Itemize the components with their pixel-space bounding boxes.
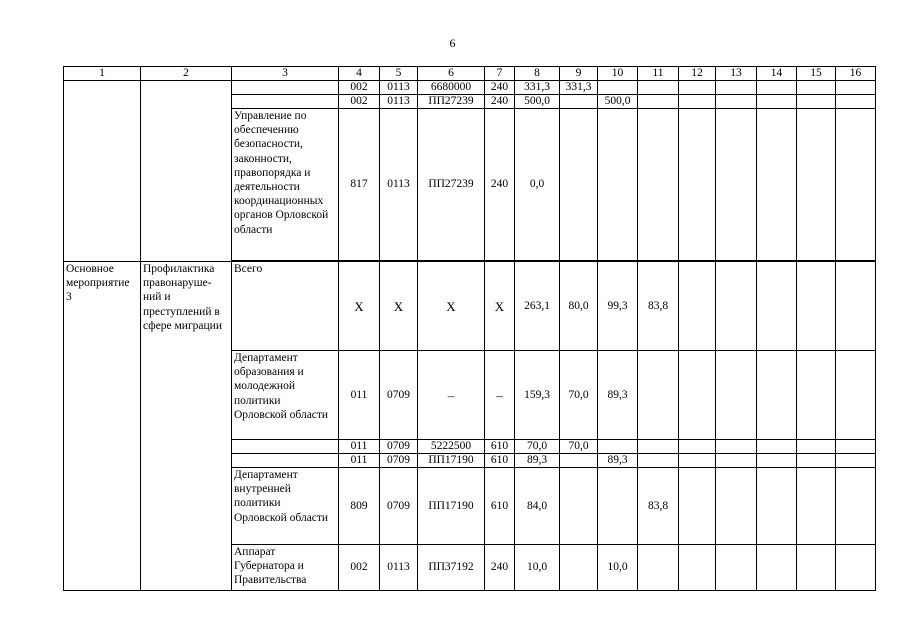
empty-cell bbox=[836, 95, 876, 109]
cell-section: Х bbox=[380, 262, 418, 351]
empty-cell bbox=[716, 440, 757, 454]
empty-cell bbox=[560, 95, 598, 109]
empty-cell bbox=[757, 545, 797, 591]
empty-cell bbox=[797, 262, 836, 351]
cell-total: 500,0 bbox=[515, 95, 560, 109]
cell-target-article: ПП27239 bbox=[418, 109, 485, 261]
empty-cell bbox=[638, 454, 679, 468]
table-header-row bbox=[64, 67, 876, 81]
cell-year-value: 99,3 bbox=[598, 262, 638, 351]
header-cell: 8 bbox=[515, 67, 560, 81]
empty-cell bbox=[716, 109, 757, 261]
empty-cell bbox=[797, 440, 836, 454]
cell-expense-type: 240 bbox=[485, 109, 515, 261]
cell-section: 0113 bbox=[380, 81, 418, 95]
empty-cell bbox=[679, 262, 716, 351]
cell-total: 263,1 bbox=[515, 262, 560, 351]
empty-cell bbox=[232, 95, 339, 109]
header-cell: 16 bbox=[836, 67, 876, 81]
cell-grbs: 817 bbox=[339, 109, 380, 261]
cell-total: 70,0 bbox=[515, 440, 560, 454]
empty-cell bbox=[757, 468, 797, 545]
empty-cell bbox=[716, 468, 757, 545]
header-cell: 10 bbox=[598, 67, 638, 81]
empty-cell bbox=[679, 468, 716, 545]
empty-cell bbox=[757, 109, 797, 261]
empty-cell bbox=[64, 81, 141, 262]
cell-expense-type: 240 bbox=[485, 95, 515, 109]
empty-cell bbox=[757, 95, 797, 109]
cell-executor: Департамент образования и молодежной политики Орловской области bbox=[232, 351, 339, 440]
cell-expense-type: 240 bbox=[485, 545, 515, 591]
empty-cell bbox=[638, 81, 679, 95]
cell-year-value: 80,0 bbox=[560, 262, 598, 351]
cell-expense-type: – bbox=[485, 351, 515, 440]
empty-cell bbox=[598, 81, 638, 95]
empty-cell bbox=[679, 454, 716, 468]
cell-target-article: ПП27239 bbox=[418, 95, 485, 109]
header-cell: 11 bbox=[638, 67, 679, 81]
empty-cell bbox=[797, 454, 836, 468]
header-cell: 5 bbox=[380, 67, 418, 81]
empty-cell bbox=[757, 351, 797, 440]
empty-cell bbox=[836, 81, 876, 95]
cell-year-value: 331,3 bbox=[560, 81, 598, 95]
empty-cell bbox=[716, 545, 757, 591]
empty-cell bbox=[141, 81, 232, 262]
empty-cell bbox=[679, 109, 716, 261]
header-cell: 1 bbox=[64, 67, 141, 81]
empty-cell bbox=[679, 440, 716, 454]
empty-cell bbox=[757, 440, 797, 454]
header-cell: 14 bbox=[757, 67, 797, 81]
empty-cell bbox=[797, 81, 836, 95]
empty-cell bbox=[757, 81, 797, 95]
budget-table bbox=[63, 66, 876, 591]
cell-grbs: 809 bbox=[339, 468, 380, 545]
empty-cell bbox=[716, 81, 757, 95]
empty-cell bbox=[679, 81, 716, 95]
empty-cell bbox=[836, 262, 876, 351]
cell-executor: Управление по обеспечению безопасности, законности, правопорядка и деятельности координационных органов Орловской области bbox=[232, 109, 339, 261]
empty-cell bbox=[836, 454, 876, 468]
cell-year-value: 89,3 bbox=[598, 454, 638, 468]
cell-total: 84,0 bbox=[515, 468, 560, 545]
empty-cell bbox=[638, 351, 679, 440]
cell-measure-name: Профилактика правонаруше-ний и преступлений в сфере миграции bbox=[141, 262, 232, 591]
cell-expense-type: 610 bbox=[485, 468, 515, 545]
cell-target-article: Х bbox=[418, 262, 485, 351]
cell-expense-type: 240 bbox=[485, 81, 515, 95]
header-cell: 6 bbox=[418, 67, 485, 81]
empty-cell bbox=[679, 95, 716, 109]
cell-year-value: 70,0 bbox=[560, 351, 598, 440]
cell-section: 0709 bbox=[380, 351, 418, 440]
cell-year-value: 10,0 bbox=[598, 545, 638, 591]
header-cell: 9 bbox=[560, 67, 598, 81]
cell-total: 159,3 bbox=[515, 351, 560, 440]
cell-total: 0,0 bbox=[515, 109, 560, 261]
cell-expense-type: 610 bbox=[485, 440, 515, 454]
header-cell: 15 bbox=[797, 67, 836, 81]
empty-cell bbox=[716, 351, 757, 440]
empty-cell bbox=[560, 468, 598, 545]
cell-grbs: 002 bbox=[339, 95, 380, 109]
empty-cell bbox=[560, 454, 598, 468]
empty-cell bbox=[836, 468, 876, 545]
header-cell: 13 bbox=[716, 67, 757, 81]
cell-executor: Аппарат Губернатора и Правительства bbox=[232, 545, 339, 591]
cell-grbs: 002 bbox=[339, 81, 380, 95]
empty-cell bbox=[679, 545, 716, 591]
empty-cell bbox=[797, 109, 836, 261]
cell-year-value: 89,3 bbox=[598, 351, 638, 440]
cell-executor: Всего bbox=[232, 262, 339, 351]
cell-grbs: 011 bbox=[339, 454, 380, 468]
cell-total: 10,0 bbox=[515, 545, 560, 591]
empty-cell bbox=[836, 351, 876, 440]
empty-cell bbox=[797, 351, 836, 440]
cell-target-article: – bbox=[418, 351, 485, 440]
empty-cell bbox=[836, 545, 876, 591]
cell-section: 0113 bbox=[380, 109, 418, 261]
cell-executor: Департамент внутренней политики Орловской области bbox=[232, 468, 339, 545]
cell-grbs: Х bbox=[339, 262, 380, 351]
empty-cell bbox=[638, 440, 679, 454]
header-cell: 3 bbox=[232, 67, 339, 81]
cell-year-value: 83,8 bbox=[638, 468, 679, 545]
empty-cell bbox=[716, 262, 757, 351]
cell-grbs: 011 bbox=[339, 351, 380, 440]
header-cell: 12 bbox=[679, 67, 716, 81]
empty-cell bbox=[797, 95, 836, 109]
header-cell: 7 bbox=[485, 67, 515, 81]
empty-cell bbox=[232, 454, 339, 468]
empty-cell bbox=[679, 351, 716, 440]
cell-year-value: 70,0 bbox=[560, 440, 598, 454]
empty-cell bbox=[598, 468, 638, 545]
table-row bbox=[64, 262, 876, 351]
empty-cell bbox=[560, 109, 598, 261]
empty-cell bbox=[232, 440, 339, 454]
empty-cell bbox=[598, 440, 638, 454]
cell-expense-type: Х bbox=[485, 262, 515, 351]
empty-cell bbox=[836, 109, 876, 261]
cell-target-article: ПП37192 bbox=[418, 545, 485, 591]
cell-target-article: ПП17190 bbox=[418, 468, 485, 545]
cell-total: 331,3 bbox=[515, 81, 560, 95]
table-row bbox=[64, 81, 876, 95]
empty-cell bbox=[757, 454, 797, 468]
cell-year-value: 500,0 bbox=[598, 95, 638, 109]
page-number: 6 bbox=[449, 36, 456, 50]
cell-section: 0113 bbox=[380, 545, 418, 591]
empty-cell bbox=[836, 440, 876, 454]
cell-target-article: 5222500 bbox=[418, 440, 485, 454]
empty-cell bbox=[560, 545, 598, 591]
empty-cell bbox=[716, 95, 757, 109]
cell-total: 89,3 bbox=[515, 454, 560, 468]
empty-cell bbox=[232, 81, 339, 95]
empty-cell bbox=[638, 109, 679, 261]
cell-section: 0709 bbox=[380, 454, 418, 468]
empty-cell bbox=[797, 468, 836, 545]
empty-cell bbox=[638, 95, 679, 109]
cell-grbs: 011 bbox=[339, 440, 380, 454]
cell-target-article: 6680000 bbox=[418, 81, 485, 95]
header-cell: 4 bbox=[339, 67, 380, 81]
cell-measure: Основное мероприятие 3 bbox=[64, 262, 141, 591]
empty-cell bbox=[638, 545, 679, 591]
empty-cell bbox=[797, 545, 836, 591]
empty-cell bbox=[598, 109, 638, 261]
cell-year-value: 83,8 bbox=[638, 262, 679, 351]
cell-expense-type: 610 bbox=[485, 454, 515, 468]
cell-section: 0113 bbox=[380, 95, 418, 109]
empty-cell bbox=[716, 454, 757, 468]
cell-grbs: 002 bbox=[339, 545, 380, 591]
empty-cell bbox=[757, 262, 797, 351]
cell-target-article: ПП17190 bbox=[418, 454, 485, 468]
cell-section: 0709 bbox=[380, 440, 418, 454]
header-cell: 2 bbox=[141, 67, 232, 81]
cell-section: 0709 bbox=[380, 468, 418, 545]
